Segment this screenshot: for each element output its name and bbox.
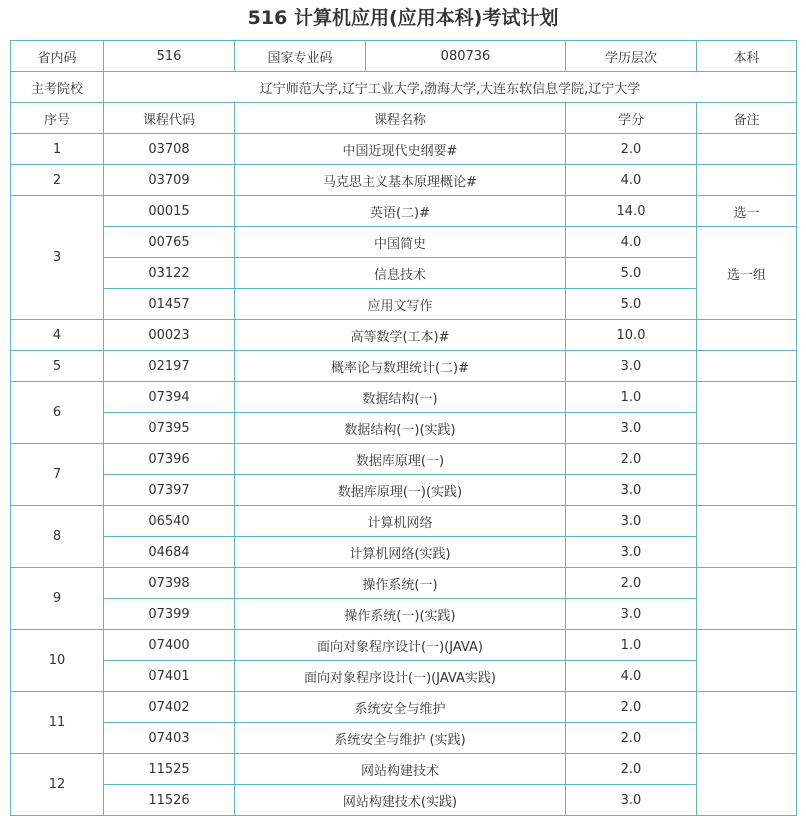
course-credit: 3.0: [566, 413, 697, 444]
course-name: 网站构建技术: [235, 754, 566, 785]
national-code-label: 国家专业码: [235, 41, 366, 72]
course-remark: [697, 165, 797, 196]
course-code: 00023: [104, 320, 235, 351]
course-name: 信息技术: [235, 258, 566, 289]
column-header-credit: 学分: [566, 103, 697, 134]
row-number: 7: [11, 444, 104, 506]
course-credit: 2.0: [566, 568, 697, 599]
table-row: [11, 661, 797, 692]
course-name: 马克思主义基本原理概论#: [235, 165, 566, 196]
course-code: 07402: [104, 692, 235, 723]
course-credit: 5.0: [566, 289, 697, 320]
exam-plan-table: [10, 40, 797, 816]
course-name: 系统安全与维护: [235, 692, 566, 723]
course-code: 00015: [104, 196, 235, 227]
table-row: [11, 134, 797, 165]
course-name: 网站构建技术(实践): [235, 785, 566, 816]
course-code: 06540: [104, 506, 235, 537]
row-number: 6: [11, 382, 104, 444]
table-row: [11, 537, 797, 568]
course-name: 概率论与数理统计(二)#: [235, 351, 566, 382]
row-number: 1: [11, 134, 104, 165]
header-row-schools: [11, 72, 797, 103]
course-remark: [697, 754, 797, 816]
course-name: 高等数学(工本)#: [235, 320, 566, 351]
course-name: 系统安全与维护 (实践): [235, 723, 566, 754]
table-row: [11, 785, 797, 816]
course-credit: 2.0: [566, 692, 697, 723]
course-credit: 2.0: [566, 754, 697, 785]
table-row: [11, 568, 797, 599]
course-credit: 3.0: [566, 475, 697, 506]
course-code: 07394: [104, 382, 235, 413]
course-code: 07397: [104, 475, 235, 506]
course-credit: 4.0: [566, 227, 697, 258]
course-name: 数据库原理(一)(实践): [235, 475, 566, 506]
province-code-value: 516: [104, 41, 235, 72]
course-name: 计算机网络(实践): [235, 537, 566, 568]
course-credit: 2.0: [566, 723, 697, 754]
course-name: 计算机网络: [235, 506, 566, 537]
table-row: [11, 754, 797, 785]
course-name: 操作系统(一): [235, 568, 566, 599]
row-number: 9: [11, 568, 104, 630]
table-row: [11, 475, 797, 506]
course-code: 02197: [104, 351, 235, 382]
column-header-remark: 备注: [697, 103, 797, 134]
course-name: 中国近现代史纲要#: [235, 134, 566, 165]
schools-value: 辽宁师范大学,辽宁工业大学,渤海大学,大连东软信息学院,辽宁大学: [104, 72, 797, 103]
table-row: [11, 444, 797, 475]
course-credit: 10.0: [566, 320, 697, 351]
table-row: [11, 320, 797, 351]
course-code: 11525: [104, 754, 235, 785]
table-row: [11, 351, 797, 382]
course-credit: 1.0: [566, 382, 697, 413]
table-row: [11, 723, 797, 754]
header-row-codes: [11, 41, 797, 72]
column-header-no: 序号: [11, 103, 104, 134]
table-row: [11, 506, 797, 537]
level-value: 本科: [697, 41, 797, 72]
course-code: 07401: [104, 661, 235, 692]
course-credit: 5.0: [566, 258, 697, 289]
course-remark: [697, 134, 797, 165]
row-number: 10: [11, 630, 104, 692]
course-remark: [697, 382, 797, 444]
course-credit: 4.0: [566, 661, 697, 692]
table-row: [11, 692, 797, 723]
row-number: 11: [11, 692, 104, 754]
course-code: 07395: [104, 413, 235, 444]
table-row: [11, 258, 797, 289]
course-credit: 1.0: [566, 630, 697, 661]
course-remark: [697, 692, 797, 754]
course-code: 03122: [104, 258, 235, 289]
course-remark: [697, 320, 797, 351]
column-header-code: 课程代码: [104, 103, 235, 134]
national-code-value: 080736: [366, 41, 566, 72]
course-code: 00765: [104, 227, 235, 258]
course-code: 04684: [104, 537, 235, 568]
row-number: 2: [11, 165, 104, 196]
course-remark: [697, 506, 797, 568]
course-name: 应用文写作: [235, 289, 566, 320]
course-name: 数据结构(一): [235, 382, 566, 413]
level-label: 学历层次: [566, 41, 697, 72]
course-remark: [697, 568, 797, 630]
row-number: 8: [11, 506, 104, 568]
row-number: 4: [11, 320, 104, 351]
column-header-name: 课程名称: [235, 103, 566, 134]
column-header-row: [11, 103, 797, 134]
course-code: 07403: [104, 723, 235, 754]
course-remark: [697, 630, 797, 692]
course-credit: 3.0: [566, 785, 697, 816]
course-code: 11526: [104, 785, 235, 816]
course-credit: 2.0: [566, 134, 697, 165]
course-code: 03708: [104, 134, 235, 165]
row-number: 5: [11, 351, 104, 382]
course-code: 07396: [104, 444, 235, 475]
course-code: 07400: [104, 630, 235, 661]
table-row: [11, 289, 797, 320]
course-name: 英语(二)#: [235, 196, 566, 227]
course-name: 数据库原理(一): [235, 444, 566, 475]
table-row: [11, 165, 797, 196]
table-row: [11, 227, 797, 258]
course-code: 07399: [104, 599, 235, 630]
course-remark: 选一: [697, 196, 797, 227]
row-number: 12: [11, 754, 104, 816]
course-code: 01457: [104, 289, 235, 320]
schools-label: 主考院校: [11, 72, 104, 103]
course-credit: 3.0: [566, 599, 697, 630]
course-code: 03709: [104, 165, 235, 196]
course-name: 数据结构(一)(实践): [235, 413, 566, 444]
course-credit: 14.0: [566, 196, 697, 227]
table-row: [11, 413, 797, 444]
table-row: [11, 196, 797, 227]
course-credit: 3.0: [566, 537, 697, 568]
course-remark: [697, 444, 797, 506]
course-credit: 3.0: [566, 351, 697, 382]
course-credit: 2.0: [566, 444, 697, 475]
table-row: [11, 599, 797, 630]
row-number: 3: [11, 196, 104, 320]
course-name: 操作系统(一)(实践): [235, 599, 566, 630]
course-name: 面向对象程序设计(一)(JAVA实践): [235, 661, 566, 692]
table-row: [11, 382, 797, 413]
course-name: 面向对象程序设计(一)(JAVA): [235, 630, 566, 661]
province-code-label: 省内码: [11, 41, 104, 72]
course-credit: 4.0: [566, 165, 697, 196]
course-credit: 3.0: [566, 506, 697, 537]
course-remark: [697, 351, 797, 382]
course-name: 中国简史: [235, 227, 566, 258]
table-row: [11, 630, 797, 661]
course-remark: 选一组: [697, 227, 797, 320]
page-title: 516 计算机应用(应用本科)考试计划: [247, 7, 559, 29]
course-code: 07398: [104, 568, 235, 599]
